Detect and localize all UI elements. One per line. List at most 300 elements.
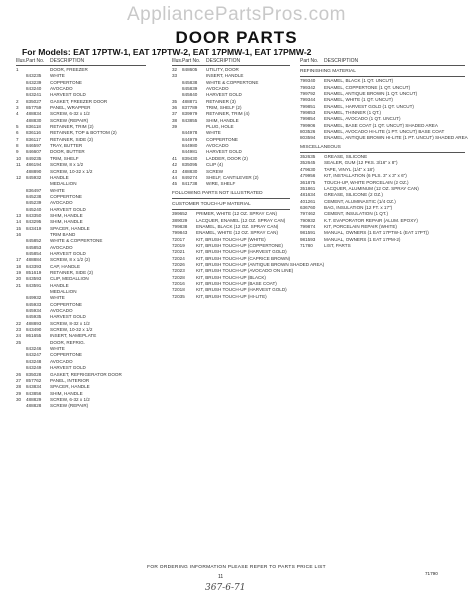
part-number: 836116 — [26, 130, 41, 136]
illus-number: 19 — [16, 270, 22, 275]
part-row — [172, 181, 290, 187]
part-description: KIT, BRUSH TOUCH-UP (WHITE) — [196, 236, 266, 242]
part-description: TRIM, SHELF — [50, 155, 79, 161]
part-number: 799843 — [172, 230, 188, 236]
part-description: GASKET, FREEZER DOOR — [50, 98, 108, 104]
part-description: TRIM, SHELF (2) — [206, 105, 242, 111]
part-description: COPPERTONE — [50, 352, 82, 358]
parts-column-1 — [16, 58, 146, 410]
part-description: RETAINER, SIDE (2) — [50, 136, 94, 142]
part-description: ENAMEL, THINNER (1 QT.) — [324, 110, 382, 116]
part-number: 799342 — [300, 84, 316, 90]
part-number: 837789 — [182, 105, 198, 111]
illus-number: 14 — [16, 219, 22, 225]
header-rule — [172, 65, 290, 66]
part-description: TRIM BAND — [50, 231, 76, 237]
part-description: GREASE, SILICONE — [324, 154, 368, 160]
part-number: 72016 — [172, 281, 185, 286]
header-part-no: Part No. — [26, 58, 45, 64]
part-number: 843249 — [26, 365, 42, 371]
illus-number: 18 — [16, 263, 22, 269]
part-number: 71780 — [300, 242, 313, 248]
part-description: UTILITY, DOOR — [206, 67, 239, 72]
part-description: SPACER, HANDLE — [50, 225, 90, 231]
part-number: 799792 — [300, 91, 316, 97]
illus-number: 9 — [16, 149, 19, 155]
part-number: 981593 — [300, 236, 316, 242]
part-number: 72035 — [172, 293, 185, 299]
section-not-illustrated: FOLLOWING PARTS NOT ILLUSTRATED — [172, 190, 263, 196]
part-description: SHIM, HANDLE — [50, 390, 83, 396]
column-rows — [16, 67, 146, 410]
part-number: 845854 — [26, 250, 42, 256]
illus-number: 36 — [172, 105, 178, 111]
illus-number: 1 — [16, 67, 19, 72]
part-number: 843856 — [26, 390, 42, 396]
part-description: TRAY, BUTTER — [50, 143, 83, 149]
header-part-no: Part No. — [182, 58, 201, 64]
part-number: 352635 — [300, 154, 316, 160]
illus-number: 25 — [16, 339, 22, 345]
part-description: HARVEST GOLD — [50, 365, 86, 371]
part-description: KIT, BRUSH TOUCH-UP (COPPERTONE) — [196, 242, 283, 248]
section-rule — [172, 209, 290, 210]
part-description: HARVEST GOLD — [50, 92, 86, 98]
part-description: SCREW, 10-32 x 1/2 — [50, 168, 93, 174]
part-number: 845932 — [26, 174, 42, 180]
illus-number: 6 — [16, 130, 19, 136]
part-description: LADDER, DOOR (2) — [206, 155, 248, 161]
part-description: SHIM, HANDLE — [50, 212, 83, 218]
part-description: RETAINER, TRIM (2) — [50, 124, 94, 130]
part-number: 488893 — [26, 320, 42, 326]
part-number: 799851 — [300, 103, 316, 109]
part-number: 488830 — [182, 168, 198, 174]
illus-number — [16, 403, 26, 409]
section-rule — [172, 198, 290, 199]
part-description: CLIP, MEDALLION — [50, 276, 89, 282]
part-number: 72017 — [172, 236, 185, 242]
illus-number: 38 — [172, 117, 178, 123]
part-description: PRIMER, WHITE (12 OZ. SPRAY CAN) — [196, 211, 277, 217]
illus-number: 37 — [172, 111, 178, 117]
part-description: DOOR, BUTTER — [50, 149, 85, 155]
part-description: HARVEST GOLD — [50, 314, 86, 320]
part-description: CEMENT, ALUMINASTIC (1/4 OZ.) — [324, 198, 396, 204]
part-number: 843393 — [26, 263, 42, 269]
handwritten-note: 367-6-71 — [205, 583, 246, 593]
part-number: 845239 — [26, 200, 42, 206]
part-number: 799874 — [300, 223, 316, 229]
part-number: 836497 — [26, 187, 42, 193]
part-description: ENAMEL, BLACK (1 QT. UNCUT) — [324, 78, 394, 84]
illus-number: 29 — [16, 390, 22, 396]
header-part-no: Part No. — [300, 58, 319, 64]
part-description: CLIP (4) — [206, 162, 224, 168]
part-description: PANEL, WRAPPER — [50, 105, 91, 111]
column-rows — [172, 67, 290, 188]
part-description: SCREW (REPAIR) — [50, 117, 89, 123]
illus-number: 7 — [16, 136, 19, 142]
part-description: RETAINER (3) — [206, 98, 236, 104]
part-description: ENAMEL, WHITE (1 QT. UNCUT) — [324, 97, 393, 103]
part-description: SCREW, 10-32 x 1/2 — [50, 327, 93, 333]
part-description: HARVEST GOLD — [50, 250, 86, 256]
illus-number: 16 — [16, 231, 22, 237]
part-description: SCREW, 6-32 x 1/2 — [50, 396, 90, 402]
part-number: 72024 — [172, 255, 185, 261]
part-number: 981591 — [300, 230, 316, 236]
part-row — [172, 294, 290, 300]
part-number: 72019 — [172, 242, 185, 248]
part-number: 841738 — [182, 181, 198, 187]
part-number: 836117 — [26, 136, 41, 142]
part-description: AVOCADO — [50, 200, 73, 206]
part-number: 843591 — [26, 282, 42, 288]
part-description: KIT, INSTALLATION (6 PLS. 3" x 3" x 6") — [324, 173, 407, 179]
illus-number: 26 — [16, 371, 22, 377]
part-description: PLUG, HOLE — [206, 124, 234, 130]
part-description: MEDALLION — [50, 181, 77, 187]
misc-rows — [300, 154, 465, 249]
part-description: RETAINER, TOP & BOTTOM (2) — [50, 130, 117, 136]
part-description: WHITE — [50, 187, 65, 193]
illus-number: 43 — [172, 168, 178, 174]
part-number: 849932 — [26, 295, 42, 301]
column-header — [16, 58, 146, 64]
part-description: COPPERTONE — [50, 79, 82, 85]
part-description: AVOCADO — [206, 143, 229, 149]
part-description: HANDLE — [50, 174, 69, 180]
part-description: KIT, PORCELAIN REPAIR (WHITE) — [324, 223, 397, 229]
illus-number: 21 — [16, 282, 22, 288]
part-number: 843419 — [26, 225, 42, 231]
part-description: ENAMEL, COPPERTONE (1 QT. UNCUT) — [324, 84, 411, 90]
illus-number: 5 — [16, 124, 19, 130]
illus-number: 41 — [172, 155, 178, 161]
document-code: 71790 — [425, 571, 438, 576]
header-description: DESCRIPTION — [206, 58, 241, 64]
part-number: 845238 — [26, 193, 42, 199]
parts-column-3 — [300, 58, 468, 249]
part-number: 848605 — [182, 67, 198, 72]
part-description: MANUAL, OWNERS (1 EAT 17PM-2) — [324, 236, 401, 242]
part-number: 799344 — [300, 97, 316, 103]
section-rule — [300, 152, 465, 153]
header-description: DESCRIPTION — [324, 58, 359, 64]
part-number: 790932 — [300, 217, 316, 223]
part-number: 72028 — [172, 274, 185, 280]
part-number: 636760 — [300, 204, 316, 210]
part-number: 843240 — [26, 86, 42, 92]
part-number: 845838 — [182, 79, 198, 85]
part-description: ENAMEL, ANTIQUE BROWN (1 QT. UNCUT) — [324, 91, 418, 97]
part-number: 843490 — [26, 327, 42, 333]
part-number: 351861 — [300, 185, 316, 191]
part-row — [300, 243, 465, 249]
part-number: 488890 — [26, 168, 42, 174]
part-description: MEDALLION — [50, 289, 77, 295]
part-description: TAPE, VINYL (1/4" x 18') — [324, 166, 375, 172]
header-illus: Illus. — [172, 58, 183, 64]
illus-number: 3 — [16, 105, 19, 111]
part-description: AVOCADO — [50, 244, 73, 250]
part-description: SCREW, 8 x 1/2 (2) — [50, 257, 91, 263]
illus-number: 32 — [172, 67, 178, 72]
part-description: TOUCH-UP, WHITE PORCELAIN (2 OZ.) — [324, 179, 409, 185]
part-description: COPPERTONE — [50, 193, 82, 199]
part-description: RETAINER, TRIM (4) — [206, 111, 250, 117]
header-description: DESCRIPTION — [50, 58, 85, 64]
header-rule — [16, 65, 146, 66]
part-number: 803594 — [300, 135, 316, 141]
part-number: 488871 — [182, 98, 198, 104]
part-description: SCREW — [206, 168, 224, 174]
illus-number: 8 — [16, 143, 19, 149]
part-number: 857762 — [26, 377, 42, 383]
part-description: SEALER, GUM (12 PKS. 3/16" x 8") — [324, 160, 398, 166]
part-number: 861655 — [26, 333, 42, 339]
refinishing-rows — [300, 78, 468, 141]
part-description: ENAMEL, HARVEST GOLD (1 QT. UNCUT) — [324, 103, 414, 109]
illus-number: 11 — [16, 162, 21, 168]
part-number: 843235 — [26, 73, 42, 79]
section-touchup: CUSTOMER TOUCH-UP MATERIAL — [172, 201, 251, 207]
section-refinishing: REFINISHING MATERIAL — [300, 69, 356, 74]
illus-number: 27 — [16, 377, 22, 383]
part-number: 857759 — [26, 105, 42, 111]
part-number: 836118 — [26, 124, 41, 130]
part-number: 843593 — [26, 276, 42, 282]
part-number: 845240 — [26, 206, 42, 212]
illus-number: 23 — [16, 327, 22, 333]
illus-number: 24 — [16, 333, 22, 339]
column-header — [172, 58, 290, 64]
illus-number: 13 — [16, 212, 22, 218]
part-number: 843248 — [26, 358, 42, 364]
part-number: 486194 — [26, 162, 42, 168]
part-number: 843834 — [26, 384, 42, 390]
part-number: 844978 — [182, 130, 198, 136]
part-description: KIT, BRUSH TOUCH-UP (BASE COAT) — [196, 281, 277, 286]
part-description: CEMENT, INSULATION (1 QT.) — [324, 211, 388, 217]
part-description: LACQUER, ENAMEL (12 OZ. SPRAY CAN) — [196, 217, 286, 223]
part-description: CAP, HANDLE — [50, 263, 81, 269]
part-number: 849274 — [182, 174, 198, 180]
part-description: KIT, BRUSH TOUCH-UP (HARVEST GOLD) — [196, 287, 287, 293]
part-number: 846597 — [26, 143, 42, 149]
part-description: ENAMEL, BLACK (12 OZ. SPRAY CAN) — [196, 223, 279, 229]
section-miscellaneous: MISCELLANEOUS — [300, 144, 341, 150]
part-description: KIT, BRUSH TOUCH-UP (BLACK) — [196, 274, 266, 280]
ordering-note: FOR ORDERING INFORMATION PLEASE REFER TO PARTS PRICE LIST — [147, 565, 326, 570]
part-description: BAG, INSULATION (12 FT. x 17") — [324, 204, 393, 210]
part-description: KIT, BRUSH TOUCH-UP (HARVEST GOLD) — [196, 249, 287, 255]
part-row — [300, 135, 468, 141]
part-description: WIRE, SHELF — [206, 181, 236, 187]
part-description: INSERT, HANDLE — [206, 73, 244, 79]
part-description: K.T. EVAPORATOR REPAIR (ALUM. EPOXY) — [324, 217, 418, 223]
part-number: 839430 — [182, 155, 198, 161]
part-description: ENAMEL, BASE COAT (1 QT. UNCUT) SHADED AREA — [324, 122, 438, 128]
part-number: 845853 — [26, 244, 42, 250]
illus-number: 33 — [172, 73, 178, 79]
part-description: KIT, BRUSH TOUCH-UP (CAPRICE BROWN) — [196, 255, 291, 261]
illus-number: 22 — [16, 320, 22, 326]
part-description: AVOCADO — [206, 86, 229, 92]
part-number: 399652 — [172, 211, 188, 217]
part-number: 845839 — [182, 86, 198, 92]
illus-number: 39 — [172, 124, 178, 130]
part-description: SPACER, HANDLE — [50, 384, 90, 390]
part-number: 839979 — [182, 111, 198, 117]
part-description: SCREW, 8 x 1/2 — [50, 162, 84, 168]
part-number: 479956 — [300, 173, 316, 179]
part-description: PANEL, INTERIOR — [50, 377, 90, 383]
part-number: 479630 — [300, 166, 316, 172]
watermark: AppliancePartsPros.com — [126, 4, 347, 25]
illus-number: 42 — [172, 162, 178, 168]
part-number: 799906 — [300, 122, 316, 128]
part-number: 845852 — [26, 238, 42, 244]
part-description: MANUAL, OWNERS (1 EAT 17PTW-1 (EAT 17PT)) — [324, 230, 429, 236]
part-description: GASKET, REFRIGERATOR DOOR — [50, 371, 122, 377]
part-number: 843239 — [26, 79, 42, 85]
part-number: 844980 — [182, 143, 198, 149]
part-number: 843350 — [26, 212, 42, 218]
part-number: 352645 — [300, 160, 316, 166]
part-number: 488834 — [26, 111, 42, 117]
part-number: 843247 — [26, 352, 42, 358]
illus-number: 12 — [16, 174, 22, 180]
part-description: INSERT, NAMEPLATE — [50, 333, 97, 339]
page-title: DOOR PARTS — [175, 28, 298, 47]
part-number: 843295 — [26, 219, 42, 225]
part-description: WHITE — [50, 295, 65, 301]
illus-number: 10 — [16, 155, 22, 161]
part-description: AVOCADO — [50, 308, 73, 314]
part-number: 401261 — [300, 198, 316, 204]
column-header — [300, 58, 465, 64]
part-number: 845840 — [182, 92, 198, 98]
part-description: SCREW, 6-32 x 1/2 — [50, 111, 90, 117]
part-number: 835095 — [182, 162, 198, 168]
part-number: 845933 — [26, 301, 42, 307]
part-number: 488829 — [26, 396, 42, 402]
part-number: 799838 — [172, 223, 188, 229]
part-number: 361875 — [300, 179, 316, 185]
part-row — [16, 403, 146, 409]
part-number: 799340 — [300, 78, 316, 84]
part-number: 844981 — [182, 149, 198, 155]
illus-number: 17 — [16, 257, 22, 263]
part-description: WHITE & COPPERTONE — [50, 238, 103, 244]
part-number: 843241 — [26, 92, 42, 98]
models-line: For Models: EAT 17PTW-1, EAT 17PTW-2, EAT 17PMW-1, EAT 17PMW-2 — [22, 47, 312, 57]
part-description: RETAINER, SIDE (2) — [50, 270, 94, 275]
part-description: WHITE — [206, 130, 221, 136]
part-number: 72023 — [172, 268, 185, 274]
part-number: 488830 — [26, 117, 42, 123]
part-description: LACQUER, ALUMINUM (12 OZ. SPRAY CAN) — [324, 185, 419, 191]
part-description: ENAMEL, WHITE (12 OZ. SPRAY CAN) — [196, 230, 279, 236]
illus-number: 20 — [16, 276, 22, 282]
part-description: KIT, BRUSH TOUCH-UP (ANTIQUE BROWN SHADED AREA) — [196, 261, 325, 267]
part-number: 797462 — [300, 211, 316, 217]
part-number: 851619 — [26, 270, 42, 275]
part-description: HARVEST GOLD — [206, 149, 242, 155]
part-description: WHITE — [50, 346, 65, 352]
page-number: 11 — [218, 574, 224, 580]
part-description: WHITE & COPPERTONE — [206, 79, 259, 85]
part-description: KIT, BRUSH TOUCH-UP (HI-LITE) — [196, 293, 267, 299]
part-number: 481634 — [300, 192, 316, 198]
part-number: 843855 — [182, 117, 198, 123]
part-number: 835028 — [26, 371, 42, 377]
illus-number: 28 — [16, 384, 22, 390]
part-description: SCREW (REPAIR) — [50, 403, 89, 409]
part-description: SCREW, 8-32 x 1/2 — [50, 320, 90, 326]
part-description: HARVEST GOLD — [50, 206, 86, 212]
part-number: 846607 — [26, 149, 42, 155]
part-description: AVOCADO — [50, 358, 73, 364]
illus-number: 15 — [16, 225, 22, 231]
section-rule — [300, 76, 465, 77]
header-illus: Illus. — [16, 58, 27, 64]
part-number: 835027 — [26, 98, 42, 104]
part-number: 845934 — [26, 308, 42, 314]
part-number: 799854 — [300, 116, 316, 122]
part-description: SHELF, CANTILEVER (2) — [206, 174, 259, 180]
part-description: ENAMEL, AVOCADO (1 QT. UNCUT) — [324, 116, 401, 122]
part-number: 845935 — [26, 314, 42, 320]
header-rule — [300, 65, 465, 66]
part-number: 799853 — [300, 110, 316, 116]
part-number: 844979 — [182, 136, 198, 142]
part-description: SHIM, HANDLE — [206, 117, 239, 123]
part-description: HARVEST GOLD — [206, 92, 242, 98]
part-description: AVOCADO — [50, 86, 73, 92]
part-number: 488828 — [26, 403, 42, 409]
part-number: 849235 — [26, 155, 42, 161]
part-description: ENAMEL, ANTIQUE BROWN HI-LITE (1 PT. UNCUT) SHADED AREA — [324, 135, 468, 141]
illus-number: 2 — [16, 98, 19, 104]
illus-number: 35 — [172, 98, 178, 104]
illus-number: 44 — [172, 174, 178, 180]
part-number: 72021 — [172, 249, 185, 255]
illus-number: 45 — [172, 181, 178, 187]
part-description: ENAMEL, AVOCADO HI-LITE (1 PT. UNCUT) BASE COAT — [324, 129, 445, 135]
part-description: DOOR, FREEZER — [50, 67, 88, 72]
part-number: 389029 — [172, 217, 188, 223]
part-description: WHITE — [50, 73, 65, 79]
part-number: 843246 — [26, 346, 42, 352]
part-description: HANDLE — [50, 282, 69, 288]
illus-number: 30 — [16, 396, 22, 402]
part-description: DOOR, REFRIG. — [50, 339, 85, 345]
part-description: COPPERTONE — [206, 136, 238, 142]
part-number: 72018 — [172, 287, 185, 293]
part-description: KIT, BRUSH TOUCH-UP (AVOCADO ON LINE) — [196, 268, 294, 274]
part-description: GREASE, SILICONE (2 OZ.) — [324, 192, 383, 198]
part-number: 803526 — [300, 129, 316, 135]
part-description: LIST, PARTS — [324, 242, 351, 248]
part-number: 72026 — [172, 261, 185, 267]
part-number: 488884 — [26, 257, 42, 263]
part-description: SHIM, HANDLE — [50, 219, 83, 225]
illus-number: 4 — [16, 111, 19, 117]
part-description: COPPERTONE — [50, 301, 82, 307]
